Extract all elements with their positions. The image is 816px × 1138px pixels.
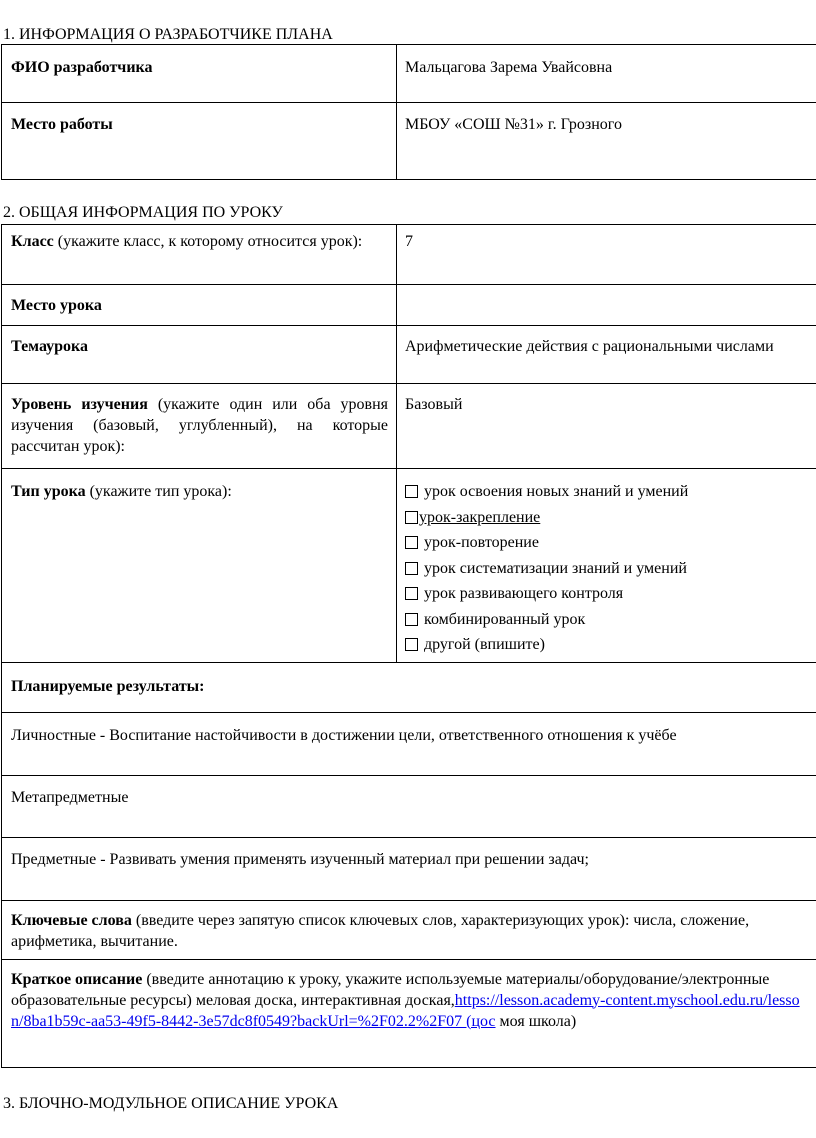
lesson-topic-value: Арифметические действия с рациональными числами (405, 338, 774, 355)
class-value: 7 (405, 233, 413, 250)
personal-results: Личностные - Воспитание настойчивости в достижении цели, ответственного отношения к учёбе (11, 726, 677, 744)
lesson-info-table (1, 224, 816, 1068)
class-label: Класс (11, 233, 54, 250)
table-cell (397, 326, 816, 384)
table-row (2, 469, 816, 663)
option-label: урок развивающего контроля (424, 585, 624, 603)
table-row (2, 45, 816, 103)
lesson-place-label: Место урока (11, 297, 102, 314)
section2-title: 2. ОБЩАЯ ИНФОРМАЦИЯ ПО УРОКУ (3, 204, 283, 221)
table-row (2, 384, 816, 469)
table-row (2, 326, 816, 384)
class-field (2, 225, 396, 256)
option-label: урок-закрепление (419, 508, 541, 526)
table-row (2, 285, 816, 326)
table-cell (2, 837, 816, 900)
table-row (2, 775, 816, 837)
table-row (2, 959, 816, 1067)
table-cell (2, 900, 816, 959)
study-level-field (2, 384, 396, 461)
subject-results: Предметные - Развивать умения применять изученный материал при решении задач; (11, 850, 589, 868)
table-cell (2, 326, 397, 384)
section3-title: 3. БЛОЧНО-МОДУЛЬНОЕ ОПИСАНИЕ УРОКА (3, 1095, 339, 1112)
lesson-type-option[interactable] (405, 479, 808, 505)
table-cell (2, 775, 816, 837)
lesson-type-option[interactable] (405, 556, 808, 582)
table-cell (2, 225, 397, 285)
section1-title: 1. ИНФОРМАЦИЯ О РАЗРАБОТЧИКЕ ПЛАНА (3, 26, 333, 43)
table-cell (397, 285, 816, 326)
table-row (2, 103, 816, 180)
table-cell (2, 469, 397, 663)
table-cell (2, 959, 816, 1067)
table-row (2, 712, 816, 775)
option-label: урок-повторение (424, 534, 539, 552)
developer-name-label: ФИО разработчика (11, 59, 153, 76)
developer-name-value: Мальцагова Зарема Увайсовна (405, 59, 613, 76)
checkbox-icon[interactable] (405, 587, 418, 600)
summary-label: Краткое описание (11, 970, 143, 988)
option-label: комбинированный урок (424, 610, 586, 628)
table-cell (2, 103, 397, 180)
workplace-label: Место работы (11, 116, 113, 133)
table-cell (397, 469, 816, 663)
table-cell (2, 45, 397, 103)
keywords-field (2, 901, 816, 956)
table-cell (2, 662, 816, 712)
checkbox-icon[interactable] (405, 536, 418, 549)
keywords-label: Ключевые слова (11, 911, 132, 929)
table-cell (2, 384, 397, 469)
lesson-type-hint: (укажите тип урока): (85, 483, 232, 500)
table-row (2, 225, 816, 285)
checkbox-icon[interactable] (405, 562, 418, 575)
option-label: урок освоения новых знаний и умений (424, 483, 689, 501)
lesson-type-field (2, 469, 396, 506)
lesson-resource-link[interactable]: https://lesson.academy-content.myschool.edu.ru/lesson/8ba1b59c-aa53-49f5-8442-3e57dc8f0549?backUrl=%2F02.2%2F07 (цос (11, 991, 800, 1030)
option-label: урок систематизации знаний и умений (424, 559, 687, 577)
meta-subject-results: Метапредметные (11, 788, 129, 806)
lesson-topic-label: Темаурока (11, 338, 89, 355)
checkbox-icon[interactable] (405, 613, 418, 626)
checkbox-icon[interactable] (405, 511, 418, 524)
table-row (2, 900, 816, 959)
summary-text: (введите аннотацию к уроку, укажите используемые материалы/оборудование/электронные образовательные ресурсы) меловая доска, интерактивная доская, (11, 970, 770, 1009)
table-cell (2, 285, 397, 326)
summary-field (2, 960, 816, 1036)
option-label: другой (впишите) (424, 636, 545, 654)
lesson-type-option[interactable] (405, 632, 808, 658)
table-cell (2, 712, 816, 775)
planned-results-label: Планируемые результаты: (11, 677, 205, 695)
table-cell (397, 384, 816, 469)
study-level-value: Базовый (405, 396, 463, 413)
lesson-type-option[interactable] (405, 581, 808, 607)
lesson-place-value (397, 285, 816, 295)
lesson-type-option[interactable] (405, 530, 808, 556)
study-level-hint: (укажите один или оба уровня изучения (базовый, углубленный), на которые рассчитан урок): (11, 396, 388, 455)
table-cell (397, 45, 816, 103)
table-row (2, 662, 816, 712)
table-row (2, 837, 816, 900)
lesson-type-options (397, 469, 816, 662)
workplace-value: МБОУ «СОШ №31» г. Грозного (405, 116, 622, 133)
lesson-type-label: Тип урока (11, 483, 86, 500)
lesson-type-option[interactable] (405, 607, 808, 633)
keywords-text: (введите через запятую список ключевых слов, характеризующих урок): числа, сложение, арифметика, вычитание. (11, 911, 750, 950)
table-cell (397, 103, 816, 180)
lesson-type-option[interactable] (405, 505, 808, 531)
developer-info-table (1, 44, 816, 180)
checkbox-icon[interactable] (405, 485, 418, 498)
checkbox-icon[interactable] (405, 638, 418, 651)
class-hint: (укажите класс, к которому относится урок): (53, 233, 363, 250)
table-cell (397, 225, 816, 285)
summary-tail: моя школа) (495, 1012, 577, 1030)
study-level-label: Уровень изучения (11, 396, 148, 413)
